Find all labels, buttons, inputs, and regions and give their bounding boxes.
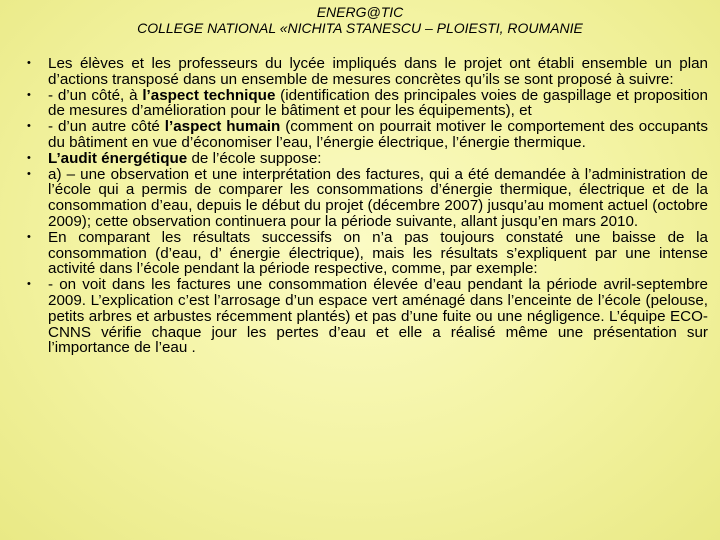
bullet-item — [22, 56, 708, 88]
bullet-text-suffix: de l’école suppose: — [187, 149, 322, 167]
bullet-item — [22, 167, 708, 230]
bullet-dot-icon: • — [27, 120, 31, 133]
bullet-text: a) – une observation et une interprétation des factures, qui a été demandée à l’administration de l’école qui a permis de comparer les consommations d’énergie thermique, électrique et de la consommation d’eau, depuis le début du projet (décembre 2007) jusqu’au moment actuel (octobre 2009); cette observation continuera pour la période suivante, allant jusqu’en mars 2010. — [48, 165, 708, 230]
bullet-text-prefix: - d’un côté, à — [48, 86, 143, 104]
bullet-text: En comparant les résultats successifs on n’a pas toujours constaté une baisse de la consommation (d’eau, d’ énergie électrique), mais les résultats s’expliquent par une intense activité dans l’école pendant la période respective, comme, par exemple: — [48, 228, 708, 278]
bullet-item — [22, 151, 708, 167]
bullet-text-bold: l’aspect technique — [142, 86, 276, 104]
bullet-item — [22, 230, 708, 277]
bullet-text-bold: L’audit énergétique — [48, 149, 188, 167]
bullet-dot-icon: • — [27, 57, 31, 69]
bullet-dot-icon: • — [27, 278, 31, 291]
bullet-text-suffix: (identification des principales voies de gaspillage et proposition de mesures d’amélioration pour le bâtiment et pour les équipements), et — [48, 86, 708, 120]
bullet-item — [22, 277, 708, 356]
slide-title: ENERG@TIC — [316, 4, 404, 20]
bullet-text-bold: l’aspect humain — [164, 118, 281, 136]
bullet-dot-icon: • — [27, 230, 31, 243]
bullet-dot-icon: • — [27, 167, 31, 180]
bullet-text-suffix: (comment on pourrait motiver le comportement des occupants du bâtiment en vue d’économiser l’eau, l’énergie électrique, l’énergie thermique. — [48, 118, 708, 151]
slide-header — [0, 4, 720, 36]
bullet-text-prefix: - d’un autre côté — [48, 118, 165, 136]
bullet-text: Les élèves et les professeurs du lycée impliqués dans le projet ont établi ensemble un plan d’actions transposé dans un ensemble de mesures concrètes qu’ils se sont proposé à suivre: — [48, 55, 708, 88]
bullet-item — [22, 119, 708, 151]
bullet-dot-icon: • — [27, 151, 31, 164]
bullet-list — [22, 56, 708, 356]
bullet-dot-icon: • — [27, 88, 31, 101]
bullet-item — [22, 88, 708, 120]
bullet-text: - on voit dans les factures une consommation élevée d’eau pendant la période avril-septembre 2009. L’explication c’est l’arrosage d’un espace vert aménagé dans l’enceinte de l’école (pelouse, petits arbres et arbustes récemment plantés) et pas d’une fuite ou une négligence. L’équipe ECO-CNNS vérifie chaque jour les pertes d’eau et elle a réalisé même une présentation sur l’importance de l’eau . — [48, 276, 708, 357]
slide-subtitle: COLLEGE NATIONAL «NICHITA STANESCU – PLOIESTI, ROUMANIE — [137, 20, 583, 36]
